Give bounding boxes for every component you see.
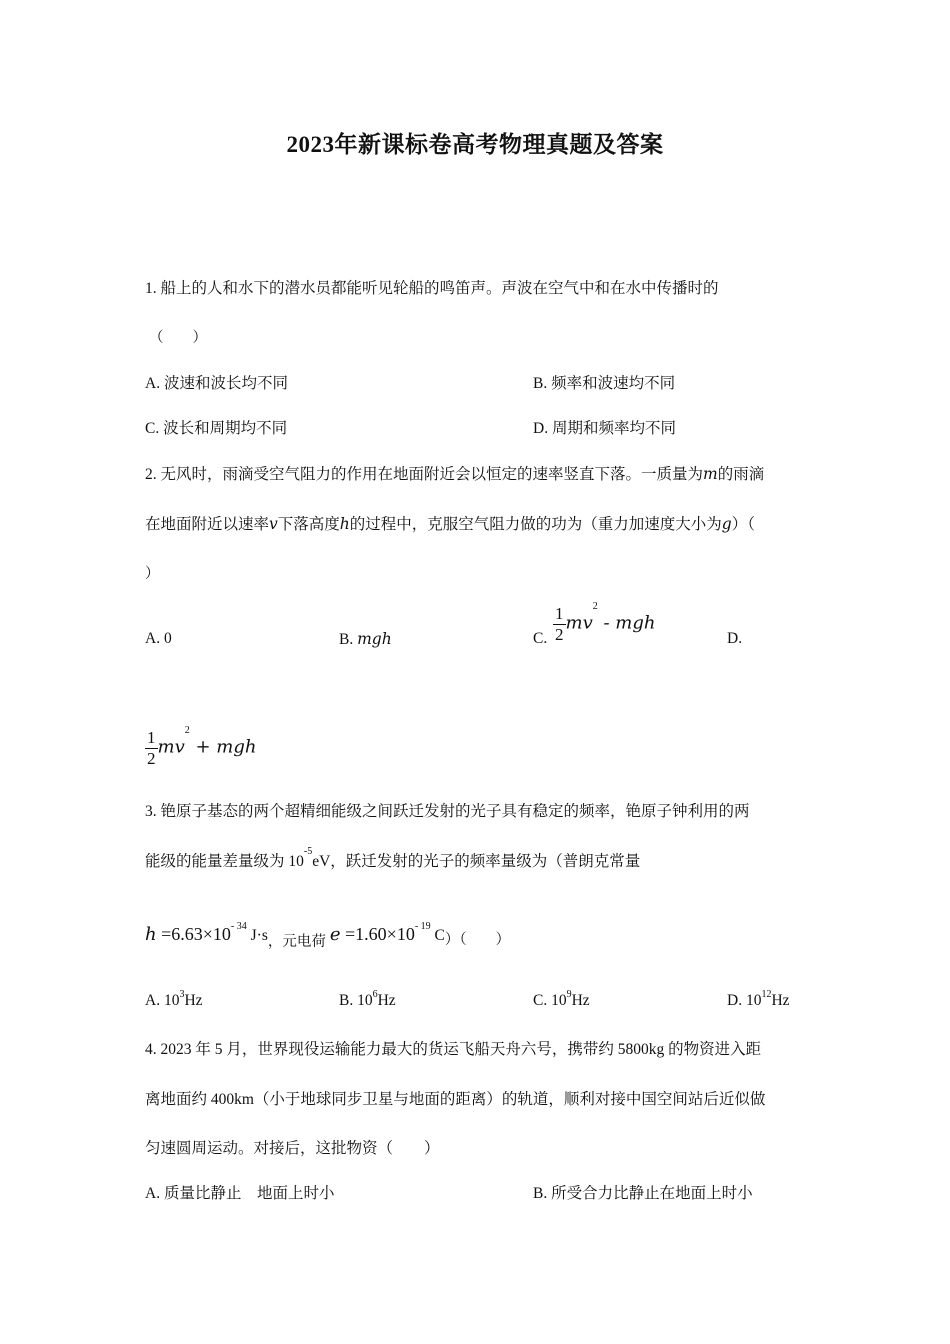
q2-text: 2. 无风时，雨滴受空气阻力的作用在地面附近会以恒定的速率竖直下落。一质量为 [145,466,704,483]
exponent: 12 [761,989,772,1000]
q2-text: 在地面附近以速率 [145,516,270,533]
exponent: - 19 [414,921,431,932]
q3-text: ，元电荷 [267,934,326,950]
formula-mv: mv [565,612,593,634]
q2-stem-line1 [145,462,764,484]
var-g: g [721,515,732,533]
fraction-half [553,604,566,645]
q2-option-a: A. 0 [145,630,172,647]
exponent: 9 [566,989,572,1000]
q3-stem-line2 [145,846,641,871]
q2-text: 的过程中，克服空气阻力做的功为（重力加速度大小为 [349,516,722,533]
unit-hz: Hz [377,992,396,1009]
formula-exponent: 2 [184,725,190,736]
unit-c: C [430,927,445,944]
q3-text: ）（ ） [444,932,511,948]
unit-hz: Hz [571,992,590,1009]
q2-option-d-label: D. [727,630,743,647]
var-h: h [339,515,350,533]
unit-hz: Hz [184,992,203,1009]
unit-js: J·s [246,927,268,944]
constant-h-value: =6.63×10 [156,924,231,944]
q3-constants [145,921,511,950]
q3-text: eV，跃迁发射的光子的频率量级为（普朗克常量 [312,853,641,870]
q2-option-c-label: C. [533,630,548,647]
q3-text: 能级的能量差量级为 10 [145,853,304,870]
q4-option-a: A. 质量比静止 地面上时小 [145,1185,335,1202]
q2-option-b [339,630,392,649]
var-e: e [329,924,341,945]
exponent: 3 [179,989,185,1000]
exponent: -5 [303,846,313,857]
formula-exponent: 2 [592,601,598,612]
q4-stem-line3: 匀速圆周运动。对接后，这批物资（ ） [145,1140,440,1157]
option-label: B. [339,631,354,648]
q4-option-b: B. 所受合力比静止在地面上时小 [533,1185,753,1202]
q4-stem-line1: 4. 2023 年 5 月，世界现役运输能力最大的货运飞船天舟六号，携带约 5800kg 的物资进入距 [145,1041,762,1058]
q1-paren: （ ） [149,330,207,346]
option-text: C. 10 [533,992,567,1009]
q4-stem-line2: 离地面约 400km（小于地球同步卫星与地面的距离）的轨道，顺利对接中国空间站后近似做 [145,1091,766,1108]
q3-option-b [339,989,396,1010]
q2-option-d-formula [145,725,257,769]
option-text: A. 10 [145,992,180,1009]
q1-option-d: D. 周期和频率均不同 [533,420,676,437]
option-text: D. 10 [727,992,762,1009]
q1-option-c: C. 波长和周期均不同 [145,420,288,437]
fraction-denominator: 2 [555,625,564,644]
q3-stem-line1: 3. 铯原子基态的两个超精细能级之间跃迁发射的光子具有稳定的频率，铯原子钟利用的两 [145,803,750,820]
q1-option-a: A. 波速和波长均不同 [145,375,288,392]
option-text: B. 10 [339,992,373,1009]
page-title: 2023年新课标卷高考物理真题及答案 [286,132,664,157]
q2-text: ）（ [731,516,755,533]
fraction-numerator: 1 [147,728,156,747]
formula-mv: mv [157,736,185,758]
q2-stem-line3: ） [145,566,160,582]
fraction-numerator: 1 [555,604,564,623]
q1-stem: 1. 船上的人和水下的潜水员都能听见轮船的鸣笛声。声波在空气中和在水中传播时的 [145,280,719,297]
unit-hz: Hz [771,992,790,1009]
var-m: m [703,465,718,483]
exponent: 6 [372,989,378,1000]
constant-e-value: =1.60×10 [340,924,415,944]
q2-text: 的雨滴 [717,466,765,483]
fraction-denominator: 2 [147,749,156,768]
var-h: h [145,924,157,945]
q1-option-b: B. 频率和波速均不同 [533,375,676,392]
formula-mgh: mgh [357,630,392,648]
exponent: - 34 [230,921,247,932]
var-v: v [269,515,278,533]
q2-option-c-formula [553,601,656,645]
q2-stem-line2 [145,512,755,534]
formula-plus-mgh: + mgh [189,736,257,758]
q3-option-d [727,989,790,1010]
q3-option-a [145,989,203,1010]
fraction-half [145,728,158,769]
q3-option-c [533,989,590,1010]
q2-text: 下落高度 [277,516,340,533]
formula-minus-mgh: - mgh [597,612,656,634]
